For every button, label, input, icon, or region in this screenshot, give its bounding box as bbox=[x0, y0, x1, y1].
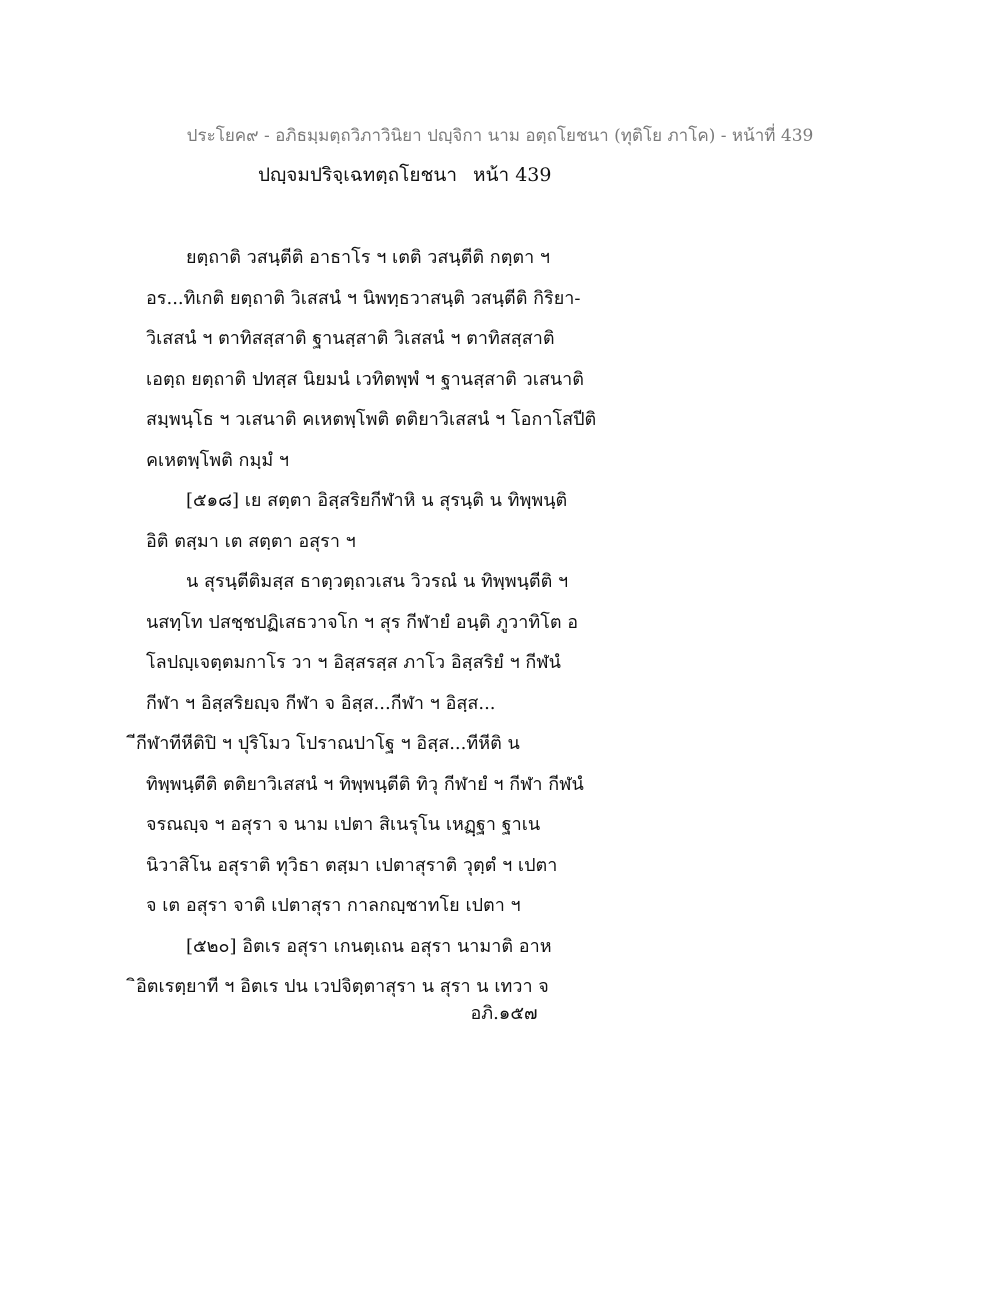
text-line: น สุรนฺตีติมสฺส ธาตฺวตฺถวเสน วิวรณํ น ทิพฺพนฺตีติ ฯ bbox=[186, 571, 569, 592]
text-line: จ เต อสุรา จาติ เปตาสุรา กาลกญฺชาทโย เปตา ฯ bbox=[146, 895, 521, 916]
text-line: [๕๒๐] อิตเร อสุรา เกนตฺเถน อสุรา นามาติ อาห bbox=[186, 935, 552, 957]
section-title: ปญฺจมปริจฺเฉทตฺถโยชนา bbox=[258, 164, 457, 186]
text-line: โลปญฺเจตฺตมกาโร วา ฯ อิสฺสรสฺส ภาโว อิสฺสริยํ ฯ กีฬนํ bbox=[146, 652, 561, 673]
text-line: [๕๑๘] เย สตฺตา อิสฺสริยกีฬาหิ น สุรนฺติ น ทิพฺพนฺติ bbox=[186, 490, 568, 511]
text-line: ทิพฺพนฺตีติ ตติยาวิเสสนํ ฯ ทิพฺพนฺตีติ ทิวุ กีฬายํ ฯ กีฬา กีฬนํ bbox=[146, 773, 584, 795]
text-line: ีกีฬาทีหีติปิ ฯ ปุริโมว โปราณปาโฐ ฯ อิสฺส...ทีหีติ น bbox=[136, 733, 520, 754]
body-text bbox=[136, 238, 836, 1008]
text-line: กีฬา ฯ อิสฺสริยญฺจ กีฬา จ อิสฺส...กีฬา ฯ อิสฺส... bbox=[146, 692, 496, 714]
text-line: จรณญฺจ ฯ อสุรา จ นาม เปตา สิเนรุโน เหฏฺฐา ฐาเน bbox=[146, 814, 541, 835]
page-number-label: หน้า 439 bbox=[473, 164, 552, 186]
text-line: ยตฺถาติ วสนฺตีติ อาธาโร ฯ เตติ วสนฺตีติ กตฺตา ฯ bbox=[186, 247, 551, 268]
text-line: ิอิตเรตฺยาที ฯ อิตเร ปน เวปจิตฺตาสุรา น สุรา น เทวา จ bbox=[136, 976, 549, 997]
text-line: สมฺพนฺโธ ฯ วเสนาติ คเหตพฺโพติ ตติยาวิเสสนํ ฯ โอกาโสปีติ bbox=[146, 409, 597, 430]
text-line: นสทฺโท ปสชฺชปฏิเสธวาจโก ฯ สุร กีฬายํ อนฺติ ภูวาทิโต อ bbox=[146, 611, 579, 633]
page-heading bbox=[258, 160, 552, 190]
page-footer-mark: อภิ.๑๕๗ bbox=[470, 1003, 538, 1024]
running-header: ประโยค๙ - อภิธมฺมตฺถวิภาวินิยา ปญฺจิกา นาม อตฺถโยชนา (ทุติโย ภาโค) - หน้าที่ 439 bbox=[186, 126, 814, 146]
text-line: อร...ทิเกติ ยตฺถาติ วิเสสนํ ฯ นิพทฺธวาสนฺติ วสนฺตีติ กิริยา- bbox=[146, 287, 581, 309]
text-line: คเหตพฺโพติ กมฺมํ ฯ bbox=[146, 449, 290, 471]
text-line: เอตฺถ ยตฺถาติ ปทสฺส นิยมนํ เวทิตพฺพํ ฯ ฐานสฺสาติ วเสนาติ bbox=[146, 368, 584, 390]
text-line: นิวาสิโน อสุราติ ทุวิธา ตสฺมา เปตาสุราติ วุตฺตํ ฯ เปตา bbox=[146, 854, 558, 876]
text-line: อิติ ตสฺมา เต สตฺตา อสุรา ฯ bbox=[146, 530, 356, 552]
text-line: วิเสสนํ ฯ ตาทิสสฺสาติ ฐานสฺสาติ วิเสสนํ ฯ ตาทิสสฺสาติ bbox=[146, 328, 555, 349]
